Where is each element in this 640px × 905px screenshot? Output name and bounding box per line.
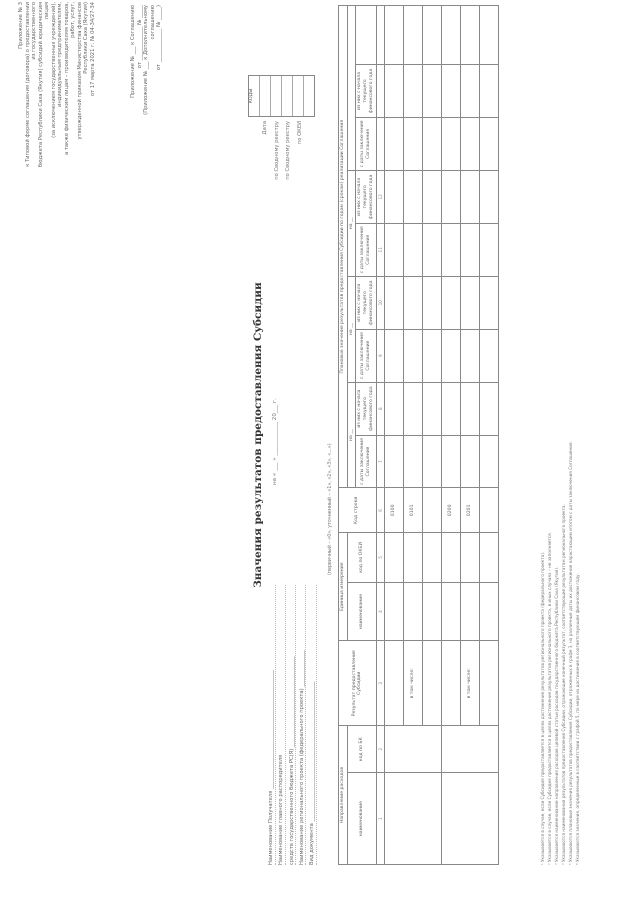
document-title: Значения результатов предоставления Субсидии — [252, 282, 264, 588]
cell-value[interactable] — [422, 170, 441, 223]
header-note-line: утвержденной приказом Министерства финансов Республики Саха (Якутия) — [76, 2, 89, 140]
meta-line: Наименование регионального проекта (федерального проекта) ______________ — [299, 585, 307, 865]
col-year-3: на __ — [347, 170, 356, 276]
cell-value[interactable] — [460, 170, 479, 223]
cell-value[interactable] — [422, 329, 441, 382]
cell-unit-name[interactable] — [403, 582, 422, 641]
col-number: 10 — [376, 276, 384, 329]
table-row — [441, 6, 460, 865]
footnote: ³ Указывается наименование направления расходов целевой статьи расходов государственного бюджета Республики Саха (Якутия). — [553, 566, 559, 865]
codes-cell — [271, 76, 282, 116]
col-from-date: с даты заключения Соглашения — [356, 329, 376, 382]
cell-unit-name[interactable] — [479, 582, 498, 641]
col-project: Направление расходов — [339, 726, 348, 865]
cell-value[interactable] — [422, 223, 441, 276]
cell-value[interactable] — [479, 435, 498, 488]
col-from-date: с даты заключения Соглашения — [356, 223, 376, 276]
cell-value[interactable] — [479, 65, 498, 118]
col-number — [376, 117, 384, 170]
cell-value[interactable] — [460, 117, 479, 170]
cell-value[interactable] — [441, 276, 460, 329]
cell-value[interactable] — [479, 6, 498, 65]
codes-cell — [293, 76, 304, 116]
cell-line-code: 0201 — [460, 488, 479, 533]
col-blank — [356, 6, 376, 65]
cell-value[interactable] — [441, 223, 460, 276]
cell-unit-code[interactable] — [479, 533, 498, 582]
cell-value[interactable] — [422, 435, 441, 488]
cell-unit-name[interactable] — [441, 582, 460, 641]
footnote: ⁶ Указываются значения, определенные в соответствии с графой 5, по мере их достижения в соответствующем финансовом году. — [574, 573, 580, 865]
codes-labels — [262, 121, 308, 217]
cell-value[interactable] — [441, 435, 460, 488]
codes-cell — [282, 76, 293, 116]
cell-value[interactable] — [460, 65, 479, 118]
cell-project-name[interactable] — [441, 773, 498, 865]
cell-unit-code[interactable] — [460, 533, 479, 582]
sub-note-line: от _____________ № _____ — [136, 5, 143, 69]
cell-result[interactable] — [384, 641, 403, 726]
cell-result[interactable]: в том числе: — [403, 641, 422, 726]
cell-value[interactable] — [403, 117, 422, 170]
cell-unit-name[interactable] — [384, 582, 403, 641]
meta-line: Вид документа ______________________________________________________ — [309, 585, 317, 865]
cell-value[interactable] — [403, 276, 422, 329]
cell-line-code — [422, 488, 441, 533]
col-unit-code: код по ОКЕИ — [347, 533, 376, 582]
codes-label: по ОКЕИ — [296, 121, 303, 145]
cell-value[interactable] — [479, 276, 498, 329]
cell-value[interactable] — [403, 65, 422, 118]
col-project-code: код по БК — [347, 726, 376, 773]
col-from-start: из них с начала текущего финансового года — [356, 276, 376, 329]
cell-value[interactable] — [422, 117, 441, 170]
cell-value[interactable] — [422, 276, 441, 329]
cell-value[interactable] — [441, 65, 460, 118]
header-row-1 — [339, 6, 348, 865]
cell-value[interactable] — [422, 382, 441, 435]
col-number: 11 — [376, 223, 384, 276]
col-unit: Единица измерения — [339, 533, 348, 641]
col-number: 12 — [376, 170, 384, 223]
cell-value[interactable] — [384, 170, 403, 223]
cell-line-code: 0200 — [441, 488, 460, 533]
cell-value[interactable] — [403, 329, 422, 382]
cell-value[interactable] — [403, 382, 422, 435]
footnote: ² Указывается в случае, если Субсидия предоставляется в целях достижения результатов регионального проекта, в иных случаях – не заполняется. — [546, 531, 552, 865]
header-note-line: (за исключением государственных учреждений), индивидуальным предпринимателям, — [50, 2, 63, 138]
header-note-line: бюджета Республики Саха (Якутия) субсидий юридическим лицам — [37, 2, 50, 168]
codes-label: по Сводному реестру — [285, 121, 291, 180]
cell-value[interactable] — [460, 382, 479, 435]
cell-value[interactable] — [460, 6, 479, 65]
cell-value[interactable] — [479, 223, 498, 276]
cell-value[interactable] — [384, 329, 403, 382]
sub-note-line: от _____________ № _____) — [156, 5, 162, 71]
col-from-date: с даты заключения Соглашения — [356, 117, 376, 170]
cell-value[interactable] — [422, 6, 441, 65]
footnote: ¹ Указывается в случае, если Субсидия предоставляется в целях достижения результатов регионального проекта (федерального проекта). — [540, 551, 545, 865]
column-numbers-row — [376, 6, 384, 865]
col-number: 5 — [376, 533, 384, 582]
col-from-date: с даты заключения Соглашения — [356, 435, 376, 488]
cell-value[interactable] — [384, 276, 403, 329]
footnotes — [540, 5, 582, 865]
col-number — [376, 65, 384, 118]
codes-box — [248, 75, 315, 117]
sub-note-line: Приложение № ___ к Соглашению — [130, 5, 136, 98]
col-number: 9 — [376, 329, 384, 382]
cell-value[interactable] — [384, 117, 403, 170]
cell-value[interactable] — [384, 65, 403, 118]
col-number: 4 — [376, 582, 384, 641]
col-from-start: из них с начала текущего финансового года — [356, 170, 376, 223]
cell-value[interactable] — [441, 382, 460, 435]
cell-project-code[interactable] — [441, 726, 498, 773]
col-year-1: на __ — [347, 382, 356, 488]
col-unit-name: наименование — [347, 582, 376, 641]
header-row-2 — [347, 6, 356, 865]
cell-unit-name[interactable] — [460, 582, 479, 641]
cell-line-code: 0101 — [403, 488, 422, 533]
agreement-appendix-note — [130, 5, 163, 145]
cell-value[interactable] — [403, 223, 422, 276]
cell-value[interactable] — [460, 276, 479, 329]
codes-cell — [260, 76, 271, 116]
col-number — [376, 6, 384, 65]
cell-project-code[interactable] — [384, 726, 441, 773]
cell-value[interactable] — [422, 65, 441, 118]
header-note-line: Приложение № 3 — [18, 2, 24, 49]
cell-value[interactable] — [384, 435, 403, 488]
recipient-meta — [268, 585, 319, 865]
cell-unit-code[interactable] — [441, 533, 460, 582]
codes-label: Дата — [262, 121, 268, 135]
cell-value[interactable] — [460, 223, 479, 276]
period-label: (первичный – «0», уточненный – «1», «2», «3», «...») — [328, 443, 333, 575]
footnote: ⁵ Указываются плановые значения результатов предоставления Субсидии, отраженных в графе 3, на различные даты их достижения нарастающим итогом с даты заключения Соглашения. — [567, 441, 573, 865]
cell-unit-code[interactable] — [403, 533, 422, 582]
col-year-2: на __ — [347, 276, 356, 382]
col-project-name: наименование — [347, 773, 376, 865]
cell-value[interactable] — [384, 382, 403, 435]
cell-result[interactable] — [479, 641, 498, 726]
date-line: на « ___ » ____________ 20___ г. — [272, 398, 278, 485]
codes-cell — [304, 76, 314, 116]
codes-header: КОДЫ — [249, 76, 260, 116]
cell-value[interactable] — [441, 170, 460, 223]
cell-result[interactable] — [441, 641, 460, 726]
cell-value[interactable] — [441, 117, 460, 170]
meta-line: Наименование Получателя ______________________________________________ — [268, 585, 276, 865]
col-from-start: из них с начала текущего финансового года — [356, 382, 376, 435]
cell-value[interactable] — [479, 117, 498, 170]
footnote: ⁴ Указываются наименования результатов предоставления Субсидии, отражающие конечный результат, соответствующие результатам регионального проекта. — [560, 504, 566, 865]
meta-line: Наименование главного распорядителя — [278, 585, 286, 865]
col-number: 7 — [376, 435, 384, 488]
col-number: 3 — [376, 641, 384, 726]
table-row — [384, 6, 403, 865]
cell-line-code — [479, 488, 498, 533]
cell-value[interactable] — [403, 435, 422, 488]
cell-unit-code[interactable] — [422, 533, 441, 582]
col-number: 6 — [376, 488, 384, 533]
appendix-header-note — [18, 2, 96, 170]
cell-unit-code[interactable] — [384, 533, 403, 582]
cell-value[interactable] — [441, 329, 460, 382]
cell-value[interactable] — [384, 223, 403, 276]
header-note-line: к Типовой форме соглашения (договора) о предоставлении из государственного — [24, 2, 37, 167]
col-number: 1 — [376, 773, 384, 865]
col-number: 8 — [376, 382, 384, 435]
cell-value[interactable] — [479, 329, 498, 382]
results-table — [338, 5, 499, 865]
col-plan: Плановые значения результатов предоставления Субсидии по годам (срокам) реализации Соглашения — [339, 6, 348, 489]
header-note-line: а также физическим лицам – производителям товаров, работ, услуг, — [63, 2, 76, 155]
cell-value[interactable] — [441, 6, 460, 65]
cell-value[interactable] — [479, 382, 498, 435]
codes-label: по Сводному реестру — [273, 121, 280, 180]
cell-value[interactable] — [460, 329, 479, 382]
col-from-start: из них с начала текущего финансового года — [356, 65, 376, 118]
col-result: Результат предоставления Субсидии — [339, 641, 377, 726]
meta-line: средств государственного бюджета РС(Я) ___________________________________ — [289, 585, 297, 865]
cell-result[interactable] — [422, 641, 441, 726]
cell-result[interactable]: в том числе: — [460, 641, 479, 726]
cell-value[interactable] — [460, 435, 479, 488]
cell-value[interactable] — [384, 6, 403, 65]
col-number: 2 — [376, 726, 384, 773]
cell-unit-name[interactable] — [422, 582, 441, 641]
cell-line-code: 0100 — [384, 488, 403, 533]
sub-note-line: (Приложение № ___ к Дополнительному соглашению — [143, 5, 156, 115]
col-line-code: Код строки — [339, 488, 377, 533]
cell-value[interactable] — [479, 170, 498, 223]
header-note-line: от 17 марта 2021 г. № 04-34/27-34 — [89, 2, 96, 97]
col-extra — [347, 6, 356, 171]
cell-value[interactable] — [403, 6, 422, 65]
cell-project-name[interactable] — [384, 773, 441, 865]
cell-value[interactable] — [403, 170, 422, 223]
